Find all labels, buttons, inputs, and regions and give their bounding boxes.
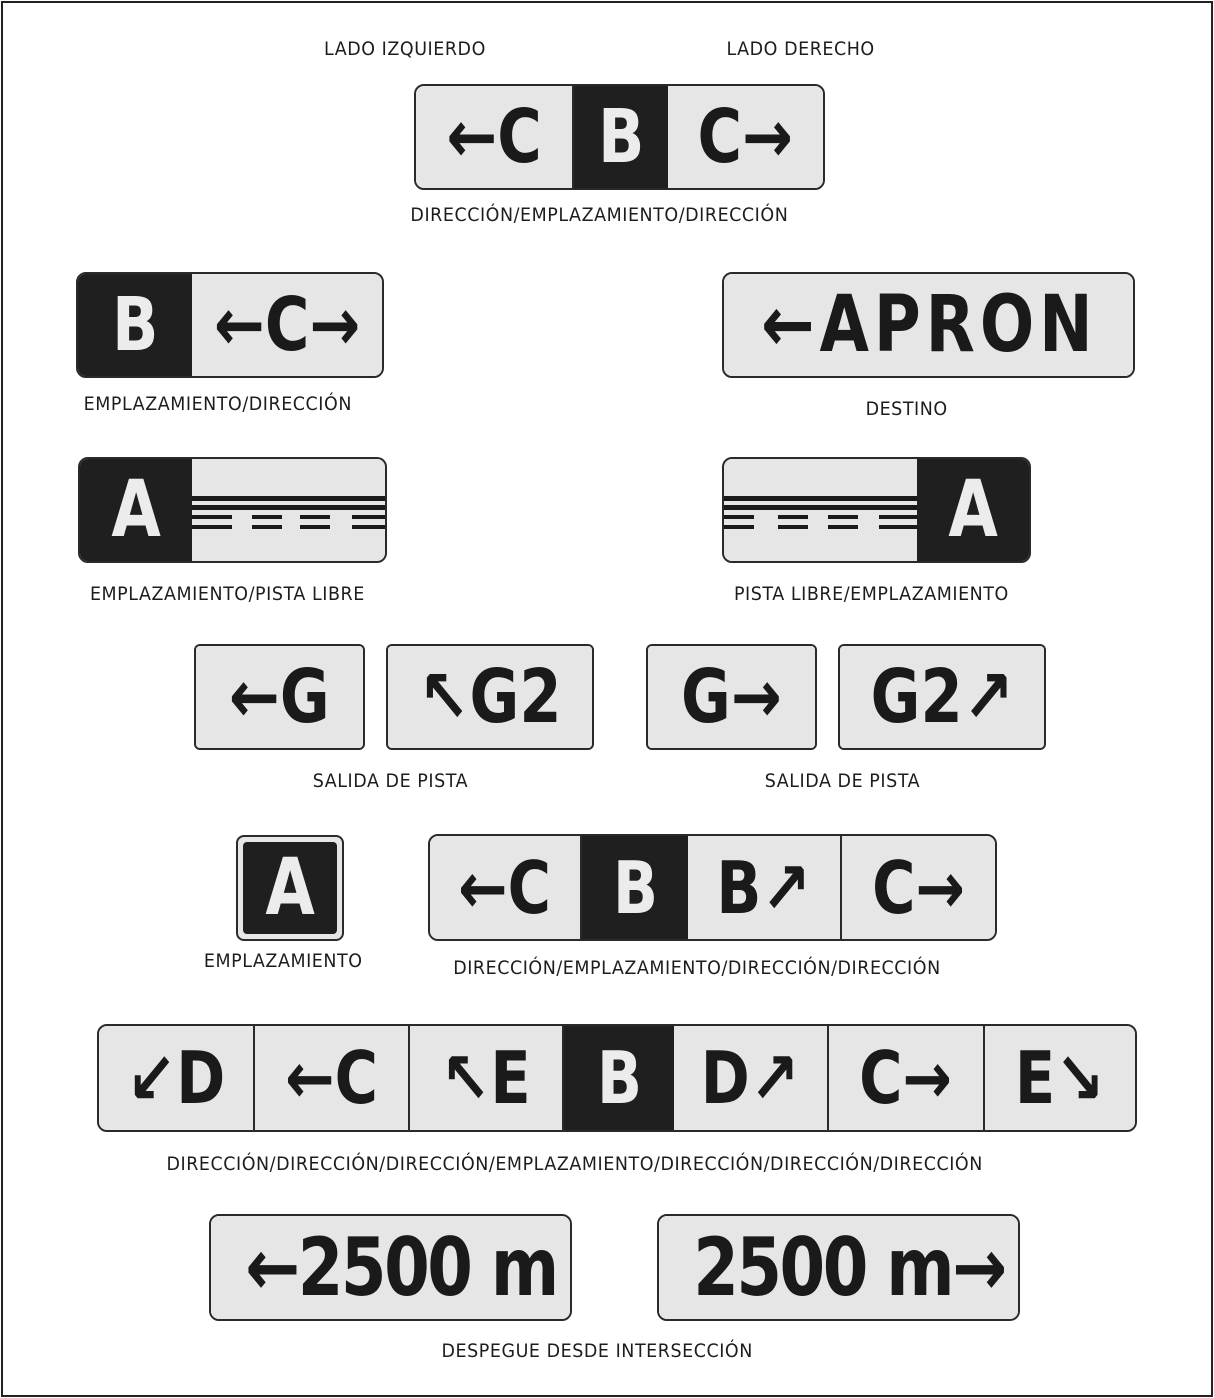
sign-panel-direction: D↗ [674,1026,829,1130]
sign-panel-exit: ↖G2 [388,646,592,748]
left-side-label: LADO IZQUIERDO [324,38,486,60]
sign-runway-exit-g2-left [386,644,594,750]
sign-panel-takeoff: 2500 m→ [659,1216,1020,1319]
caption-loc-dir: EMPLAZAMIENTO/DIRECCIÓN [83,393,352,415]
sign-direction-location-direction [414,84,825,190]
sign-panel-takeoff: ←2500 m [211,1216,572,1319]
sign-destination [722,272,1135,378]
caption-dir-loc-dir: DIRECCIÓN/EMPLAZAMIENTO/DIRECCIÓN [410,204,789,226]
sign-panel-direction: C→ [668,86,823,188]
sign-panel-location: B [574,86,668,188]
sign-runway-exit-g2-right [838,644,1046,750]
sign-panel-direction: ←C [255,1026,410,1130]
caption-dir7: DIRECCIÓN/DIRECCIÓN/DIRECCIÓN/EMPLAZAMIENTO/DIRECCIÓN/DIRECCIÓN/DIRECCIÓN [166,1153,983,1175]
caption-takeoff: DESPEGUE DESDE INTERSECCIÓN [441,1340,753,1362]
caption-runway-exit-left: SALIDA DE PISTA [312,770,469,792]
sign-takeoff-left [209,1214,572,1321]
sign-panel-direction: C→ [829,1026,985,1130]
caption-loc-runway-clear: EMPLAZAMIENTO/PISTA LIBRE [89,583,365,605]
caption-destination: DESTINO [865,398,948,420]
sign-panel-direction: E↘ [985,1026,1135,1130]
sign-panel-location: A [243,842,337,934]
sign-panel-direction: B↗ [688,836,842,939]
sign-panel-direction: ↙D [99,1026,255,1130]
runway-clear-lines [724,458,917,562]
sign-runway-exit-g-left [194,644,365,750]
caption-dir-loc-dir-dir: DIRECCIÓN/EMPLAZAMIENTO/DIRECCIÓN/DIRECCIÓN [453,957,941,979]
sign-takeoff-right [657,1214,1020,1321]
sign-panel-location: B [564,1026,674,1130]
runway-clear-lines [192,458,385,562]
sign-panel-exit: G2↗ [840,646,1044,748]
sign-panel-location: B [78,274,192,376]
sign-panel-exit: ←G [196,646,363,748]
caption-location: EMPLAZAMIENTO [203,950,363,972]
sign-panel-exit: G→ [648,646,815,748]
sign-panel-location: A [917,459,1029,561]
sign-panel-direction: ←C [430,836,582,939]
sign-panel-direction: ←C→ [192,274,382,376]
sign-location-runway-clear [78,457,387,563]
runway-clear-marking [192,459,385,561]
right-side-label: LADO DERECHO [726,38,875,60]
sign-panel-direction: ←C [416,86,574,188]
caption-runway-exit-right: SALIDA DE PISTA [764,770,921,792]
caption-runway-clear-loc: PISTA LIBRE/EMPLAZAMIENTO [733,583,1009,605]
sign-panel-destination: ←APRON [724,274,1135,376]
sign-runway-exit-g-right [646,644,817,750]
sign-panel-location: B [582,836,688,939]
sign-runway-clear-location [722,457,1031,563]
runway-clear-marking [724,459,917,561]
sign-location-direction [76,272,384,378]
sign-panel-location: A [80,459,192,561]
sign-location-single [236,835,344,941]
sign-panel-direction: ↖E [410,1026,564,1130]
sign-seven-panel-array [97,1024,1137,1132]
sign-dir-loc-dir-dir [428,834,997,941]
sign-panel-direction: C→ [842,836,995,939]
